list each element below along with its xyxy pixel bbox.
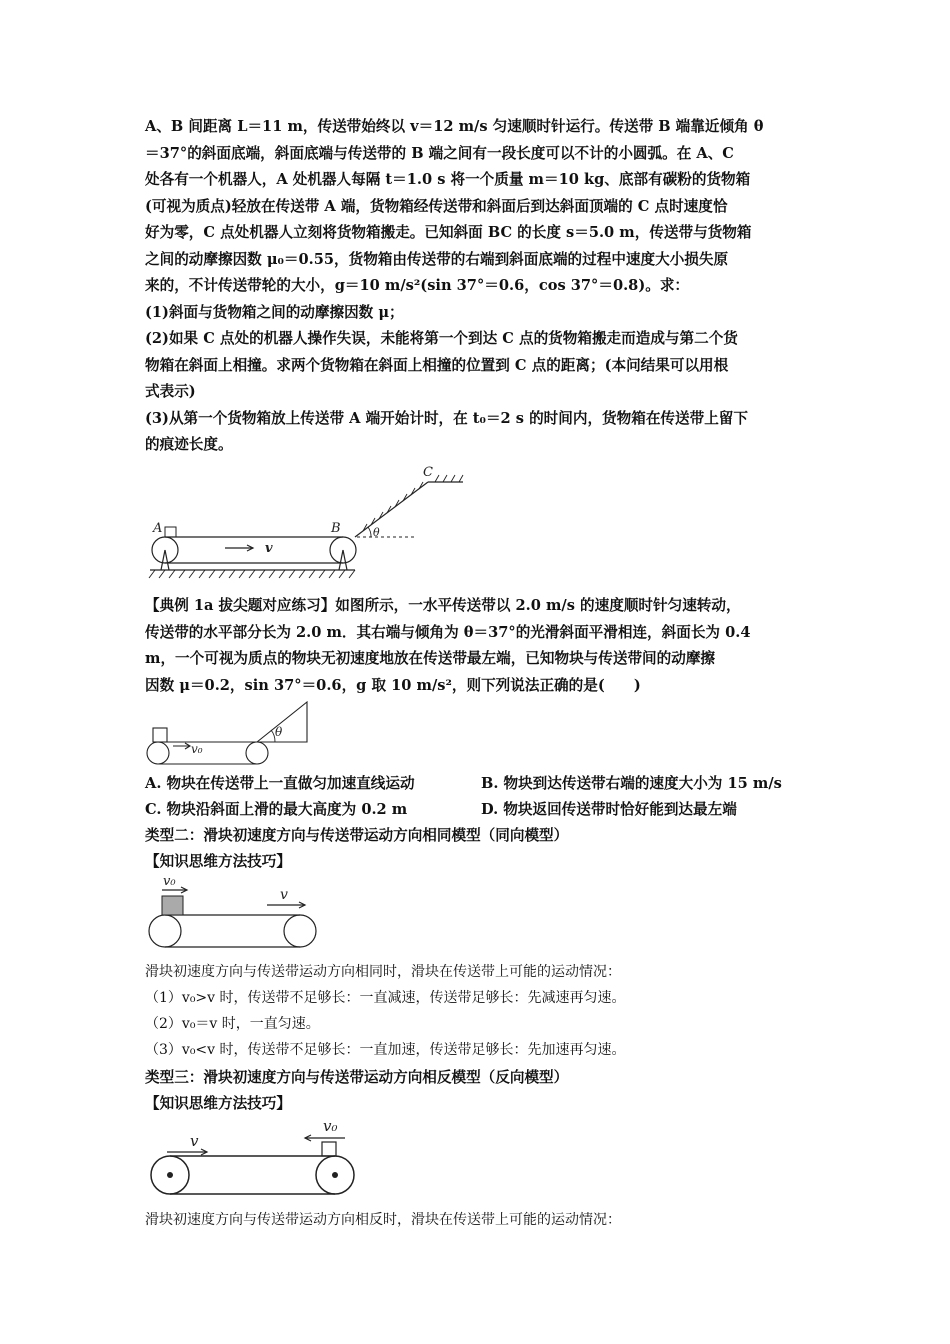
options-row-1	[145, 771, 807, 797]
label-a: A	[153, 521, 163, 536]
opposite-direction-figure	[145, 1112, 365, 1198]
label-v: v	[190, 1132, 199, 1150]
example-line: m，一个可视为质点的物块无初速度地放在传送带最左端，已知物块与传送带间的动摩擦	[145, 650, 716, 667]
problem-line: ＝37°的斜面底端，斜面底端与传送带的 B 端之间有一段长度可以不计的小圆弧。在 A、C	[145, 144, 734, 162]
type2-section	[145, 823, 807, 874]
type3-line: 滑块初速度方向与传送带运动方向相反时，滑块在传送带上可能的运动情况：	[145, 1212, 621, 1228]
type3-section	[145, 1065, 807, 1116]
problem-line: (可视为质点)轻放在传送带 A 端，货物箱经传送带和斜面后到达斜面顶端的 C 点时速度恰	[145, 197, 728, 215]
type2-line: （3）v₀<v 时，传送带不足够长：一直加速，传送带足够长：先加速再匀速。	[145, 1042, 626, 1058]
label-v0: v₀	[163, 874, 176, 889]
label-c: C	[423, 465, 433, 480]
option-d[interactable]: D. 物块返回传送带时恰好能到达最左端	[481, 801, 737, 818]
option-a[interactable]: A. 物块在传送带上一直做匀加速直线运动	[145, 775, 415, 792]
type2-line: （2）v₀＝v 时，一直匀速。	[145, 1016, 320, 1032]
type2-subheading: 【知识思维方法技巧】	[145, 852, 291, 870]
problem-text	[145, 114, 807, 459]
problem-line: 好为零，C 点处机器人立刻将货物箱搬走。已知斜面 BC 的长度 s＝5.0 m，传送带与货物箱	[145, 224, 752, 241]
type2-heading: 类型二：滑块初速度方向与传送带运动方向相同模型（同向模型）	[145, 827, 569, 844]
label-v0: v₀	[323, 1117, 338, 1135]
problem-line: 处各有一个机器人，A 处机器人每隔 t＝1.0 s 将一个质量 m＝10 kg、底部有碳粉的货物箱	[145, 171, 751, 188]
question-line: 式表示)	[145, 383, 196, 400]
type2-line: （1）v₀>v 时，传送带不足够长：一直减速，传送带足够长：先减速再匀速。	[145, 990, 626, 1006]
example-line: 因数 μ＝0.2，sin 37°＝0.6，g 取 10 m/s²，则下列说法正确的是( )	[145, 676, 641, 694]
label-b: B	[331, 521, 341, 536]
question-line: 物箱在斜面上相撞。求两个货物箱在斜面上相撞的位置到 C 点的距离；(本问结果可以用根	[145, 356, 729, 374]
example-line: 传送带的水平部分长为 2.0 m．其右端与倾角为 θ＝37°的光滑斜面平滑相连，斜面长为 0.4	[145, 623, 751, 641]
example-line: 【典例 1a 拔尖题对应练习】如图所示，一水平传送带以 2.0 m/s 的速度顺时针匀速转动，	[145, 597, 741, 614]
type3-content	[145, 1207, 807, 1233]
label-v: v	[265, 541, 273, 556]
options-row-2	[145, 797, 807, 823]
question-line: (1)斜面与货物箱之间的动摩擦因数 μ；	[145, 303, 404, 321]
conveyor-incline-figure	[145, 462, 475, 582]
label-theta: θ	[373, 526, 380, 539]
type2-content	[145, 959, 807, 1063]
option-b[interactable]: B. 物块到达传送带右端的速度大小为 15 m/s	[481, 775, 782, 792]
type3-heading: 类型三：滑块初速度方向与传送带运动方向相反模型（反向模型）	[145, 1069, 569, 1086]
label-theta: θ	[275, 725, 283, 739]
slider-block	[162, 896, 183, 915]
type3-subheading: 【知识思维方法技巧】	[145, 1094, 291, 1112]
same-direction-figure	[145, 873, 325, 951]
question-line: (3)从第一个货物箱放上传送带 A 端开始计时，在 t₀＝2 s 的时间内，货物箱在传送带上留下	[145, 409, 748, 427]
label-v0: v₀	[191, 742, 203, 756]
option-c[interactable]: C. 物块沿斜面上滑的最大高度为 0.2 m	[145, 801, 408, 818]
example-problem	[145, 593, 807, 699]
roller-axle	[332, 1172, 338, 1178]
example-figure	[145, 698, 315, 770]
type2-line: 滑块初速度方向与传送带运动方向相同时，滑块在传送带上可能的运动情况：	[145, 964, 621, 980]
problem-line: 来的，不计传送带轮的大小，g＝10 m/s²(sin 37°＝0.6，cos 37°＝0.8)。求：	[145, 277, 690, 294]
roller-axle	[167, 1172, 173, 1178]
question-line: 的痕迹长度。	[145, 436, 233, 453]
question-line: (2)如果 C 点处的机器人操作失误，未能将第一个到达 C 点的货物箱搬走而造成与第二个货	[145, 330, 738, 347]
label-v: v	[280, 887, 288, 903]
problem-line: A、B 间距离 L＝11 m，传送带始终以 v＝12 m/s 匀速顺时针运行。传送带 B 端靠近倾角 θ	[145, 118, 764, 135]
problem-line: 之间的动摩擦因数 μ₀＝0.55，货物箱由传送带的右端到斜面底端的过程中速度大小损失原	[145, 250, 729, 268]
